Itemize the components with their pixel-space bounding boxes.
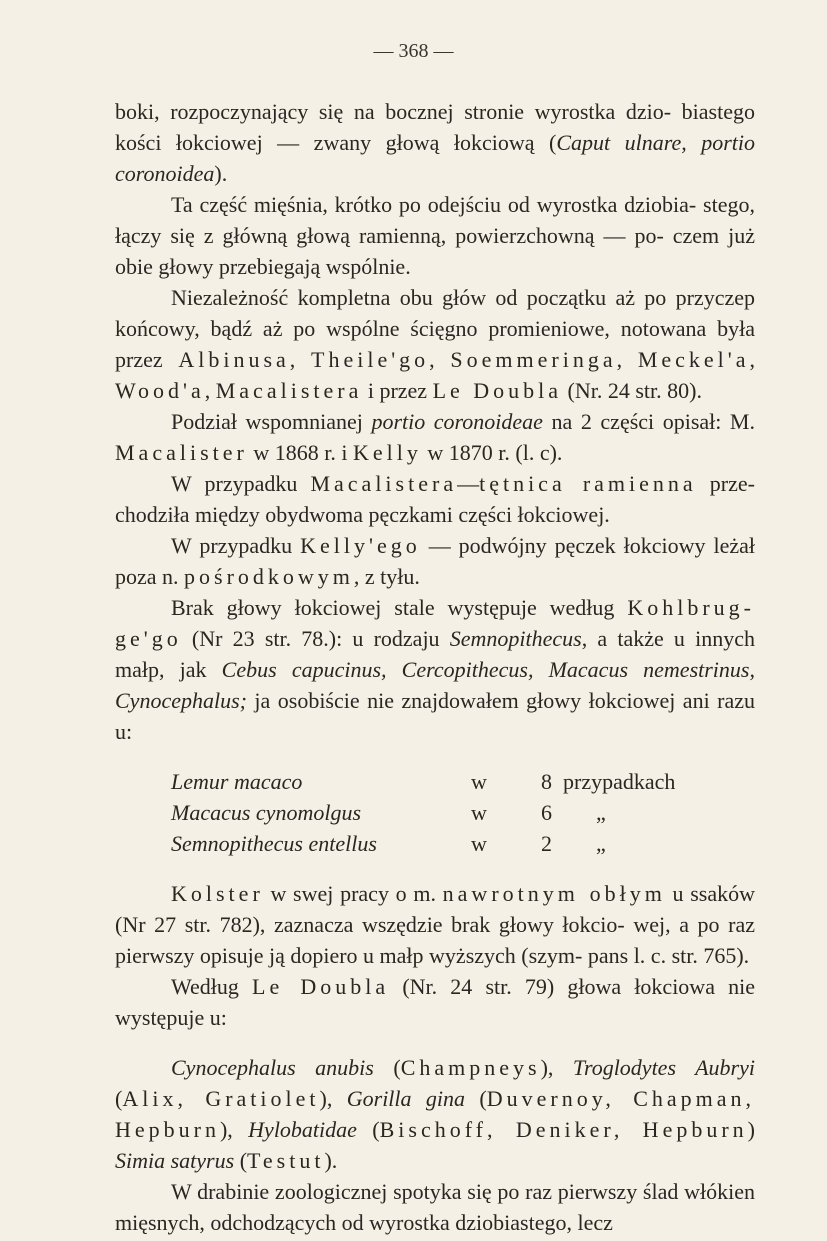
text-run: W przypadku bbox=[171, 533, 301, 558]
spacer bbox=[115, 747, 755, 766]
text-run: ), bbox=[540, 1055, 573, 1080]
species-name: Macacus cynomolgus bbox=[171, 800, 362, 825]
text-run: boki, rozpoczynający się na bocznej stronie wyrostka dzio- biastego kości łokciowej — zwany głową łokciową ( bbox=[115, 99, 755, 155]
paragraph-7 bbox=[115, 592, 755, 747]
author-name: Albinusa bbox=[178, 347, 290, 372]
text-run: , z tyłu. bbox=[353, 564, 420, 589]
text-run: ) bbox=[747, 1117, 755, 1142]
count-value: 8 bbox=[541, 769, 552, 794]
count-value: 6 bbox=[541, 800, 552, 825]
spacer bbox=[115, 1033, 755, 1052]
count-value: 2 bbox=[541, 831, 552, 856]
count-unit: przypadkach bbox=[563, 769, 676, 794]
text-run: ( bbox=[356, 1117, 380, 1142]
text-run: , bbox=[289, 347, 312, 372]
text-run: ), bbox=[219, 1117, 249, 1142]
text-run: ( bbox=[115, 1086, 123, 1111]
paragraph-8 bbox=[115, 878, 755, 971]
page-number: — 368 — bbox=[373, 40, 454, 62]
text-run: w swej pracy o m. bbox=[263, 881, 443, 906]
author-name: Le Doubla bbox=[252, 974, 390, 999]
text-run: (Nr 23 str. 78.): u rodzaju bbox=[181, 626, 450, 651]
text-run: , a także u innych małp, jak bbox=[115, 626, 755, 682]
text-run: ). bbox=[214, 161, 228, 186]
anatomical-term: pośrodkowym bbox=[184, 564, 354, 589]
author-name: Macalistera bbox=[310, 471, 458, 496]
text-run: i przez bbox=[362, 378, 433, 403]
table-row bbox=[171, 797, 675, 828]
author-name: Bischoff, Deniker, Hepburn bbox=[379, 1117, 748, 1142]
author-name: Kolster bbox=[171, 881, 264, 906]
text-run: ( bbox=[465, 1086, 487, 1111]
latin-term: Semnopithecus bbox=[449, 626, 582, 651]
text-run: W przypadku bbox=[171, 471, 311, 496]
body-text bbox=[115, 96, 755, 1238]
table-w: w bbox=[471, 831, 487, 856]
latin-term: Simia satyrus bbox=[115, 1148, 235, 1173]
text-run: , bbox=[616, 347, 638, 372]
text-run: ), bbox=[319, 1086, 347, 1111]
text-run: Brak głowy łokciowej stale występuje według bbox=[171, 595, 628, 620]
text-run: — bbox=[457, 471, 480, 496]
text-run: ( bbox=[373, 1055, 401, 1080]
latin-term: Troglodytes Aubryi bbox=[572, 1055, 755, 1080]
paragraph-9 bbox=[115, 971, 755, 1033]
text-run: , bbox=[429, 347, 451, 372]
text-run: w 1870 r. (l. c). bbox=[421, 440, 563, 465]
table-count bbox=[541, 828, 675, 859]
text-run: ). bbox=[324, 1148, 338, 1173]
text-run: , bbox=[204, 378, 216, 403]
author-name: Duvernoy, Chapman, Hepburn bbox=[115, 1086, 756, 1142]
text-run: ( bbox=[234, 1148, 248, 1173]
paragraph-6 bbox=[115, 530, 755, 592]
spacer bbox=[115, 859, 755, 878]
table-row bbox=[171, 766, 675, 797]
text-run: Niezależność kompletna obu głów od początku aż po przyczep końcowy, bądź aż po wspólne ścięgno promieniowe, notowana była przez bbox=[115, 285, 755, 372]
author-name: Alix, Gratiolet bbox=[122, 1086, 320, 1111]
text-run: — podwójny pęczek łokciowy leżał poza n. bbox=[115, 533, 755, 589]
text-run: ja osobiście nie znajdowałem głowy łokciowej ani razu u: bbox=[115, 688, 755, 744]
author-name: Soemmeringa bbox=[450, 347, 617, 372]
author-name: Testut bbox=[247, 1148, 325, 1173]
text-run: , bbox=[749, 347, 756, 372]
paragraph-10 bbox=[115, 1052, 755, 1176]
text-run: (Nr. 24 str. 80). bbox=[562, 378, 702, 403]
latin-term: Hylobatidae bbox=[248, 1117, 357, 1142]
author-name: Champneys bbox=[400, 1055, 541, 1080]
text-run: prze- chodziła między obydwoma pęczkami części łokciowej. bbox=[115, 471, 755, 527]
table-count bbox=[541, 797, 675, 828]
table-w: w bbox=[471, 769, 487, 794]
author-name: Wood'a bbox=[115, 378, 205, 403]
latin-term: Caput ulnare, portio coronoidea bbox=[115, 130, 755, 186]
anatomical-term: nawrotnym obłym bbox=[442, 881, 666, 906]
paragraph-1 bbox=[115, 96, 755, 189]
text-run: Według bbox=[171, 974, 253, 999]
author-name: Kelly bbox=[352, 440, 422, 465]
latin-term: Gorilla gina bbox=[346, 1086, 466, 1111]
count-unit: „ bbox=[596, 831, 606, 856]
anatomical-term: tętnica ramienna bbox=[479, 471, 697, 496]
author-name: Macalister bbox=[115, 440, 248, 465]
author-name: Theile'go bbox=[311, 347, 430, 372]
latin-term: Cynocephalus anubis bbox=[171, 1055, 374, 1080]
table-row bbox=[171, 828, 675, 859]
latin-term: portio coronoideae bbox=[371, 409, 543, 434]
species-name: Semnopithecus entellus bbox=[171, 831, 377, 856]
text-run: (Nr. 24 str. 79) głowa łokciowa nie występuje u: bbox=[115, 974, 755, 1030]
text-run: Podział wspomnianej bbox=[171, 409, 372, 434]
author-name: Le Doubla bbox=[432, 378, 563, 403]
species-table bbox=[171, 766, 675, 859]
latin-term: Cebus capucinus, Cercopithecus, Macacus nemestrinus, Cynocephalus; bbox=[115, 657, 755, 713]
paragraph-5 bbox=[115, 468, 755, 530]
table-count bbox=[541, 766, 675, 797]
paragraph-3 bbox=[115, 282, 755, 406]
table-w: w bbox=[471, 800, 487, 825]
text-run: na 2 części opisał: M. bbox=[542, 409, 755, 434]
species-name: Lemur macaco bbox=[171, 769, 303, 794]
paragraph-11: W drabinie zoologicznej spotyka się po raz pierwszy ślad włókien mięsnych, odchodzących od wyrostka dziobiastego, lecz bbox=[115, 1179, 755, 1235]
author-name: Macalistera bbox=[215, 378, 363, 403]
paragraph-4 bbox=[115, 406, 755, 468]
paragraph-2: Ta część mięśnia, krótko po odejściu od wyrostka dziobia- stego, łączy się z główną głową ramienną, powierzchowną — po- czem już obie głowy przebiegają wspólnie. bbox=[115, 192, 755, 279]
count-unit: „ bbox=[596, 800, 606, 825]
author-name: Meckel'a bbox=[637, 347, 750, 372]
text-run: w 1868 r. i bbox=[247, 440, 353, 465]
author-name: Kelly'ego bbox=[300, 533, 421, 558]
author-name: Kohlbrug- ge'go bbox=[115, 595, 755, 651]
text-run: u ssaków (Nr 27 str. 782), zaznacza wszędzie brak głowy łokcio- wej, a po raz pierwszy opisuje ją dopiero u małp wyższych (szym- pans l. c. str. 765). bbox=[115, 881, 755, 968]
